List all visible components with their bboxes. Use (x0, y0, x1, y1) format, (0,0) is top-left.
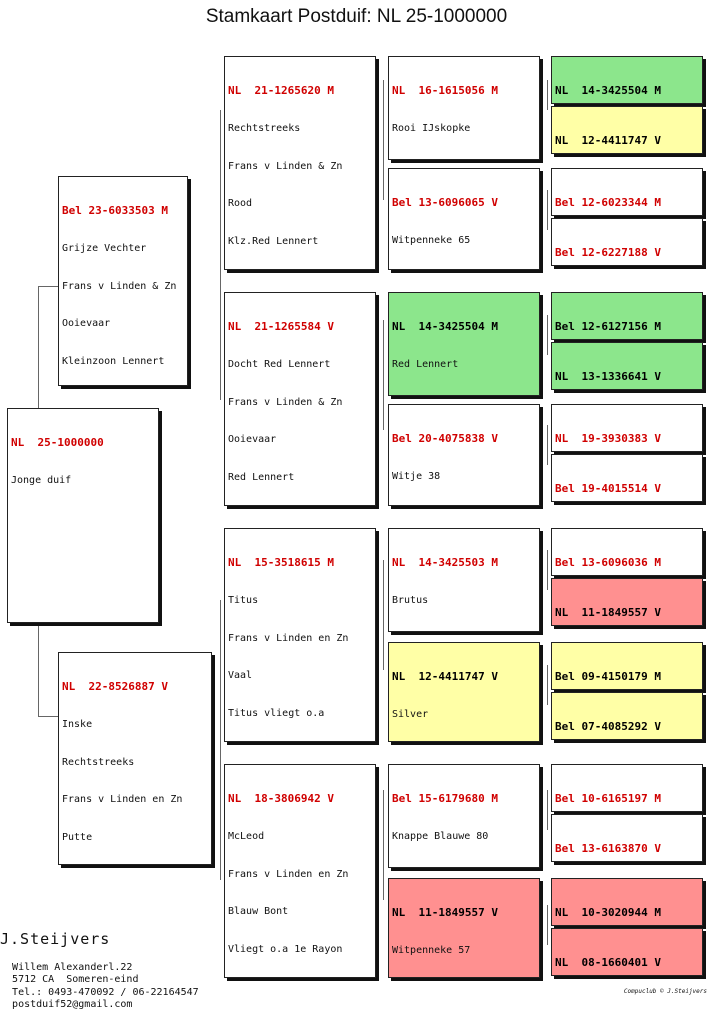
card-line: Kleinzoon Lennert (62, 355, 165, 367)
ring-number: NL 12-4411747 V (392, 670, 498, 683)
ring-number: NL 14-3425504 M (392, 320, 498, 333)
card-line: Ooievaar (62, 318, 111, 329)
pedigree-card-gen4[interactable] (551, 642, 703, 690)
ring-number: Bel 15-6179680 M (392, 792, 498, 805)
pedigree-card-gen4[interactable] (551, 404, 703, 452)
ring-number: NL 13-1336641 V (555, 370, 661, 383)
pedigree-card-great-grandparent[interactable] (388, 642, 540, 742)
pedigree-card-great-grandparent[interactable] (388, 878, 540, 978)
breeder-address: Willem Alexanderl.22 (12, 961, 133, 973)
ring-number: NL 21-1265620 M (228, 84, 334, 97)
ring-number: Bel 12-6023344 M (555, 196, 661, 209)
card-line: Witje 38 (392, 471, 441, 482)
ring-number: Bel 10-6165197 M (555, 792, 661, 805)
ring-number: NL 08-1660401 V (555, 956, 661, 969)
pedigree-card-grandparent[interactable] (224, 292, 376, 506)
ring-number: NL 25-1000000 (11, 436, 104, 449)
credit-text: Compuclub © J.Steijvers (623, 988, 707, 995)
connector-line (547, 665, 548, 705)
page-title: Stamkaart Postduif: NL 25-1000000 (205, 6, 508, 27)
pedigree-card-great-grandparent[interactable] (388, 528, 540, 632)
pedigree-card-grandparent[interactable] (224, 56, 376, 270)
ring-number: NL 16-1615056 M (392, 84, 498, 97)
ring-number: Bel 13-6163870 V (555, 842, 661, 855)
connector-line (547, 790, 548, 830)
pedigree-card-grandparent[interactable] (224, 764, 376, 978)
card-line: Rooi IJskopke (392, 123, 471, 134)
pedigree-card-gen4[interactable] (551, 454, 703, 502)
breeder-city: 5712 CA Someren-eind (12, 974, 139, 985)
pedigree-card-gen4[interactable] (551, 878, 703, 926)
card-line: Frans v Linden & Zn (62, 280, 177, 292)
pedigree-card-gen4[interactable] (551, 928, 703, 976)
connector-line (547, 315, 548, 355)
pedigree-card-gen4[interactable] (551, 528, 703, 576)
card-line: Putte (62, 831, 93, 843)
card-line: Frans v Linden en Zn (228, 632, 349, 644)
ring-number: NL 22-8526887 V (62, 680, 168, 693)
breeder-name: J.Steijvers (0, 930, 111, 948)
pedigree-card-subject[interactable] (7, 408, 159, 623)
pedigree-card-father[interactable] (58, 176, 188, 386)
pedigree-card-great-grandparent[interactable] (388, 292, 540, 396)
connector-line (38, 716, 58, 717)
pedigree-card-great-grandparent[interactable] (388, 404, 540, 506)
connector-line (547, 550, 548, 590)
connector-line (220, 600, 221, 880)
card-line: Silver (392, 709, 429, 720)
card-line: Rechtstreeks (228, 123, 301, 134)
card-line: Titus (228, 595, 259, 606)
connector-line (547, 190, 548, 230)
pedigree-card-gen4[interactable] (551, 56, 703, 104)
connector-line (383, 560, 384, 670)
card-line: Frans v Linden en Zn (62, 794, 183, 805)
pedigree-card-grandparent[interactable] (224, 528, 376, 742)
card-line: Red Lennert (392, 359, 459, 370)
ring-number: NL 11-1849557 V (555, 606, 661, 619)
breeder-email[interactable]: postduif52@gmail.com (12, 999, 133, 1010)
card-line: Klz.Red Lennert (228, 235, 319, 247)
pedigree-card-gen4[interactable] (551, 578, 703, 626)
card-line: Knappe Blauwe 80 (392, 831, 489, 842)
card-line: Vaal (228, 670, 253, 681)
ring-number: Bel 19-4015514 V (555, 482, 661, 495)
card-line: Frans v Linden & Zn (228, 396, 343, 408)
pedigree-card-gen4[interactable] (551, 814, 703, 862)
ring-number: Bel 13-6096065 V (392, 196, 498, 209)
pedigree-card-gen4[interactable] (551, 218, 703, 266)
ring-number: NL 14-3425503 M (392, 556, 498, 569)
ring-number: Bel 20-4075838 V (392, 432, 498, 445)
ring-number: Bel 13-6096036 M (555, 556, 661, 569)
connector-line (38, 286, 58, 287)
pedigree-card-gen4[interactable] (551, 692, 703, 740)
ring-number: NL 18-3806942 V (228, 792, 334, 805)
ring-number: Bel 09-4150179 M (555, 670, 661, 683)
ring-number: NL 14-3425504 M (555, 84, 661, 97)
ring-number: Bel 12-6127156 M (555, 320, 661, 333)
card-line: Grijze Vechter (62, 243, 147, 254)
ring-number: NL 21-1265584 V (228, 320, 334, 333)
card-line: McLeod (228, 831, 265, 842)
card-line: Brutus (392, 595, 429, 606)
ring-number: Bel 12-6227188 V (555, 246, 661, 259)
card-line: Rood (228, 198, 253, 209)
ring-number: NL 10-3020944 M (555, 906, 661, 919)
pedigree-card-gen4[interactable] (551, 106, 703, 154)
card-line: Frans v Linden en Zn (228, 868, 349, 880)
breeder-phone: Tel.: 0493-470092 / 06-22164547 (12, 986, 199, 998)
card-line: Frans v Linden & Zn (228, 160, 343, 172)
card-line: Vliegt o.a 1e Rayon (228, 943, 343, 955)
pedigree-card-great-grandparent[interactable] (388, 764, 540, 868)
connector-line (383, 790, 384, 900)
card-line: Docht Red Lennert (228, 359, 331, 370)
breeder-info (0, 905, 199, 1012)
pedigree-card-mother[interactable] (58, 652, 212, 865)
ring-number: Bel 07-4085292 V (555, 720, 661, 733)
card-line: Witpenneke 65 (392, 235, 471, 246)
connector-line (220, 110, 221, 400)
pedigree-card-gen4[interactable] (551, 342, 703, 390)
connector-line (547, 425, 548, 465)
connector-line (383, 80, 384, 200)
pedigree-card-gen4[interactable] (551, 764, 703, 812)
card-line: Titus vliegt o.a (228, 707, 325, 719)
connector-line (383, 320, 384, 430)
connector-line (547, 905, 548, 945)
ring-number: NL 12-4411747 V (555, 134, 661, 147)
card-line: Rechtstreeks (62, 756, 135, 768)
ring-number: Bel 23-6033503 M (62, 204, 168, 217)
connector-line (547, 80, 548, 110)
card-line: Witpenneke 57 (392, 945, 471, 956)
card-line: Blauw Bont (228, 906, 289, 917)
pedigree-card-great-grandparent[interactable] (388, 168, 540, 270)
pedigree-card-gen4[interactable] (551, 292, 703, 340)
card-line: Ooievaar (228, 434, 277, 445)
ring-number: NL 11-1849557 V (392, 906, 498, 919)
pedigree-card-great-grandparent[interactable] (388, 56, 540, 160)
ring-number: NL 19-3930383 V (555, 432, 661, 445)
card-line: Jonge duif (11, 475, 72, 486)
card-line: Inske (62, 719, 93, 730)
card-line: Red Lennert (228, 471, 295, 483)
pedigree-card-gen4[interactable] (551, 168, 703, 216)
ring-number: NL 15-3518615 M (228, 556, 334, 569)
